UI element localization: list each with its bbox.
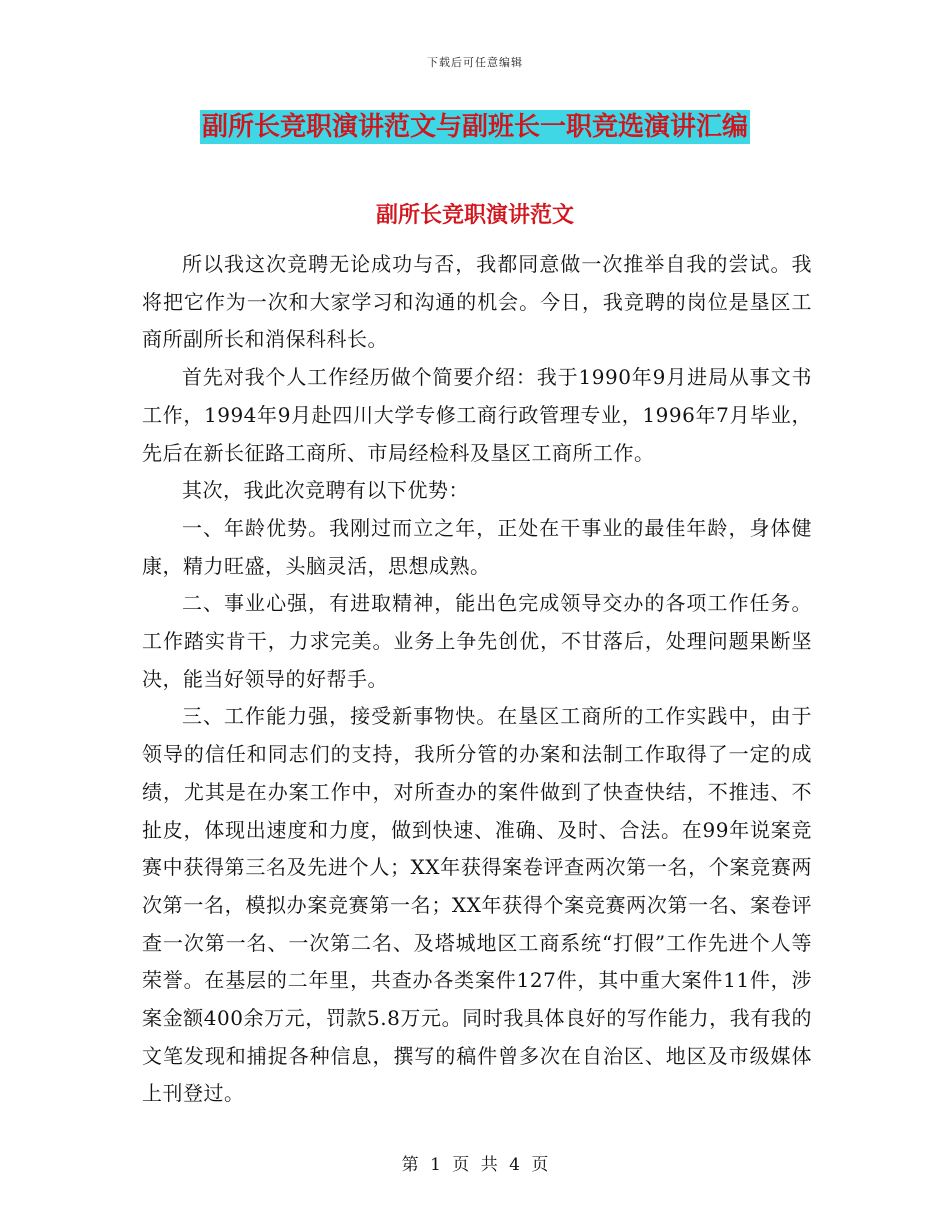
body-text xyxy=(142,246,812,1113)
page-number-footer: 第 1 页 共 4 页 xyxy=(401,1155,549,1175)
paragraph: 所以我这次竞聘无论成功与否，我都同意做一次推举自我的尝试。我将把它作为一次和大家学习和沟通的机会。今日，我竞聘的岗位是垦区工商所副所长和消保科科长。 xyxy=(142,252,812,352)
paragraph: 一、年龄优势。我刚过而立之年，正处在干事业的最佳年龄，身体健康，精力旺盛，头脑灵活，思想成熟。 xyxy=(142,515,812,578)
section-title: 副所长竞职演讲范文 xyxy=(375,202,574,228)
paragraph: 其次，我此次竞聘有以下优势： xyxy=(182,478,469,503)
paragraph: 三、工作能力强，接受新事物快。在垦区工商所的工作实践中，由于领导的信任和同志们的支持，我所分管的办案和法制工作取得了一定的成绩，尤其是在办案工作中，对所查办的案件做到了快查快结，不推违、不扯皮，体现出速度和力度，做到快速、准确、及时、合法。在99年说案竞赛中获得第三名及先进个人；XX年获得案卷评查两次第一名，个案竞赛两次第一名，模拟办案竞赛第一名；XX年获得个案竞赛两次第一名、案卷评查一次第一名、一次第二名、及塔城地区工商系统“打假”工作先进个人等荣誉。在基层的二年里，共查办各类案件127件，其中重大案件11件，涉案金额400余万元，罚款5.8万元。同时我具体良好的写作能力，我有我的文笔发现和捕捉各种信息，撰写的稿件曾多次在自治区、地区及市级媒体上刊登过。 xyxy=(142,704,812,1106)
paragraph: 首先对我个人工作经历做个简要介绍：我于1990年9月进局从事文书工作，1994年9月赴四川大学专修工商行政管理专业，1996年7月毕业，先后在新长征路工商所、市局经检科及垦区工商所工作。 xyxy=(142,365,812,465)
main-title: 副所长竞职演讲范文与副班长一职竞选演讲汇编 xyxy=(201,112,748,142)
page-header-note: 下载后可任意编辑 xyxy=(427,56,523,69)
paragraph: 二、事业心强，有进取精神，能出色完成领导交办的各项工作任务。工作踏实肯干，力求完美。业务上争先创优，不甘落后，处理问题果断坚决，能当好领导的好帮手。 xyxy=(142,591,812,691)
main-title-container xyxy=(0,110,950,144)
